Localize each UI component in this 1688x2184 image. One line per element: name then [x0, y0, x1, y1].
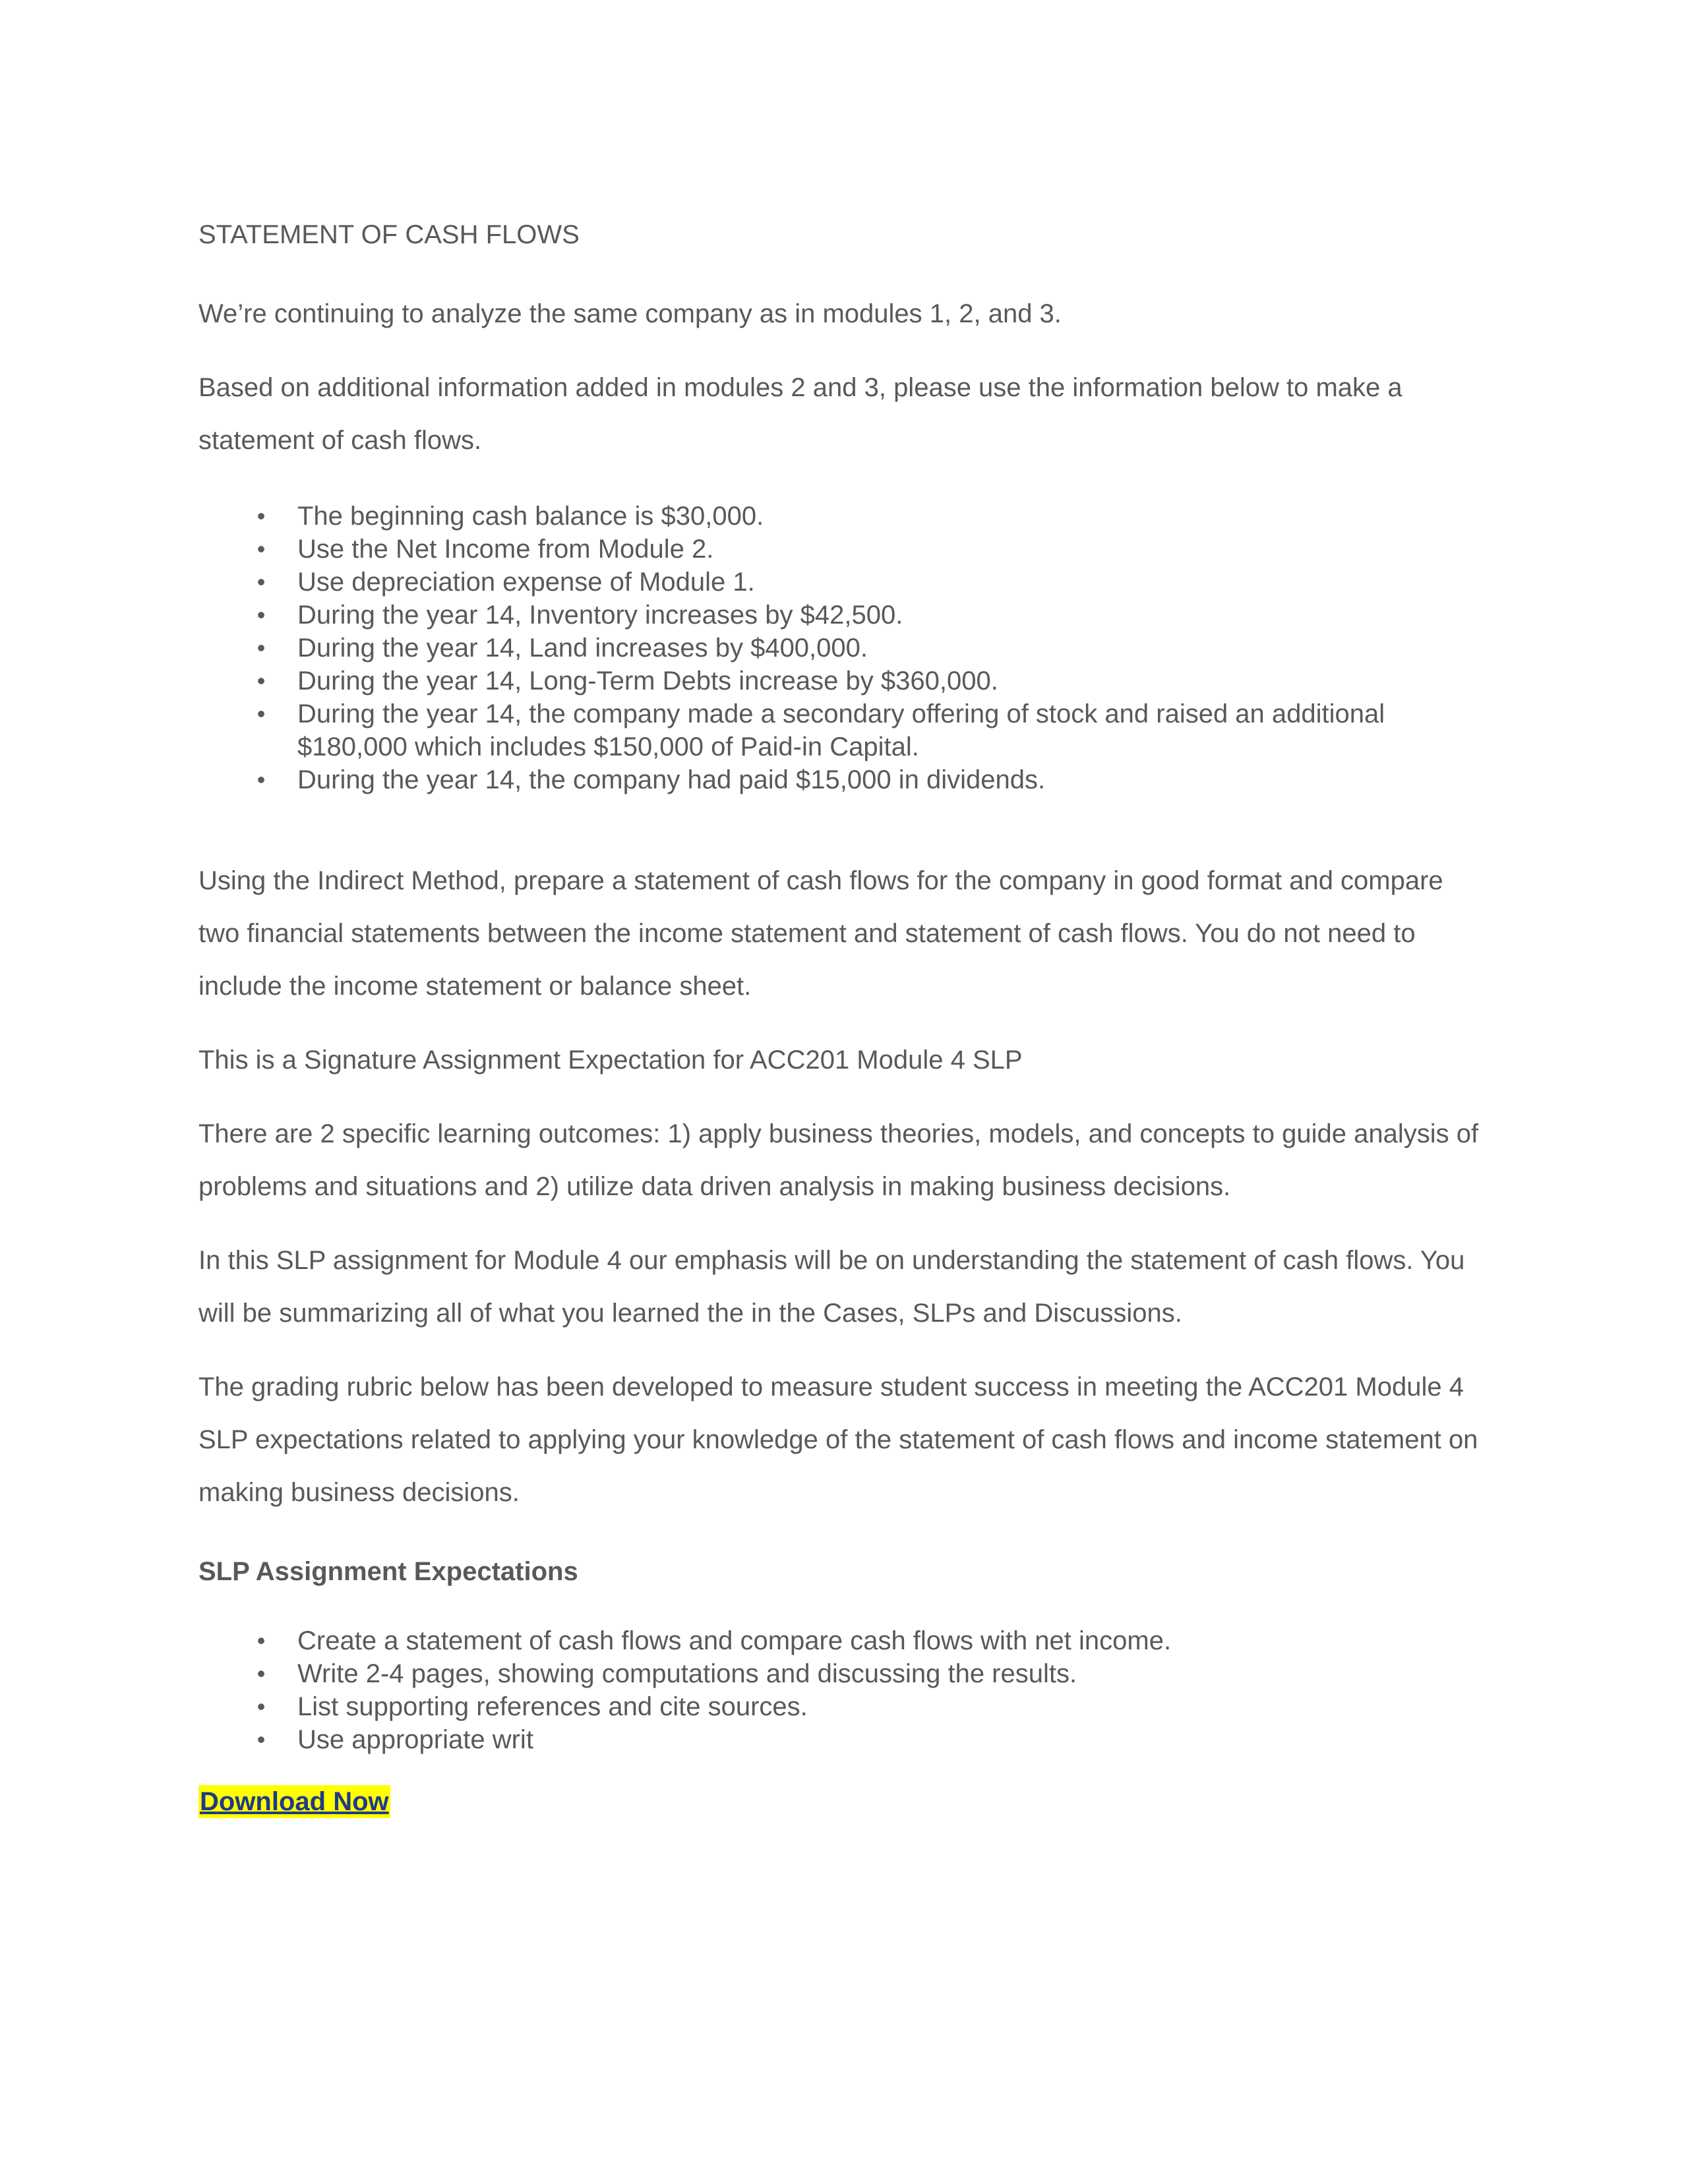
learning-outcomes-paragraph: There are 2 specific learning outcomes: 1) apply business theories, models, and concepts to guide analysis of problems and situations and 2) utilize data driven analysis in making business decisions. — [198, 1119, 1479, 1201]
signature-note-paragraph: This is a Signature Assignment Expectation for ACC201 Module 4 SLP — [198, 1046, 1023, 1075]
bullet-icon: • — [256, 766, 266, 793]
list-item — [198, 763, 1491, 796]
bullet-icon: • — [256, 1627, 266, 1654]
download-now-link[interactable]: Download Now — [198, 1785, 390, 1818]
list-item — [198, 599, 1491, 632]
list-item-text: Use depreciation expense of Module 1. — [297, 568, 755, 597]
list-item-text: Use the Net Income from Module 2. — [297, 535, 714, 564]
bullet-icon: • — [256, 1693, 266, 1720]
list-item — [198, 500, 1491, 533]
emphasis-paragraph: In this SLP assignment for Module 4 our emphasis will be on understanding the statement of cash flows. You will be summarizing all of what you learned the in the Cases, SLPs and Discussions. — [198, 1246, 1465, 1328]
bullet-icon: • — [256, 1726, 266, 1753]
list-item — [198, 632, 1491, 664]
intro-paragraph-1: We’re continuing to analyze the same company as in modules 1, 2, and 3. — [198, 299, 1062, 328]
bullet-icon: • — [256, 568, 266, 595]
list-item — [198, 1723, 1491, 1756]
list-item — [198, 697, 1491, 763]
bullet-icon: • — [256, 535, 266, 562]
expectations-list — [198, 1624, 1491, 1756]
list-item-text: During the year 14, Inventory increases by $42,500. — [297, 601, 903, 630]
list-item-text: During the year 14, Land increases by $400,000. — [297, 634, 868, 663]
expectations-heading: SLP Assignment Expectations — [198, 1557, 578, 1586]
information-list — [198, 500, 1491, 796]
list-item — [198, 566, 1491, 599]
list-item — [198, 664, 1491, 697]
list-item-text: Use appropriate writ — [297, 1725, 533, 1754]
bullet-icon: • — [256, 700, 266, 727]
list-item-text: During the year 14, the company made a secondary offering of stock and raised an additional $180,000 which includes $150,000 of Paid-in Capital. — [297, 699, 1385, 761]
bullet-icon: • — [256, 601, 266, 628]
list-item — [198, 1657, 1491, 1690]
bullet-icon: • — [256, 634, 266, 661]
list-item-text: List supporting references and cite sources. — [297, 1692, 808, 1721]
bullet-icon: • — [256, 1660, 266, 1687]
list-item — [198, 1690, 1491, 1723]
document-content — [198, 215, 1491, 1818]
list-item-text: Create a statement of cash flows and compare cash flows with net income. — [297, 1626, 1172, 1655]
rubric-paragraph: The grading rubric below has been developed to measure student success in meeting the ACC201 Module 4 SLP expectations related to applying your knowledge of the statement of cash flows and income statement on making business decisions. — [198, 1372, 1478, 1507]
list-item — [198, 533, 1491, 566]
document-title: STATEMENT OF CASH FLOWS — [198, 220, 580, 249]
intro-paragraph-2: Based on additional information added in modules 2 and 3, please use the information below to make a statement of cash flows. — [198, 373, 1402, 455]
bullet-icon: • — [256, 502, 266, 529]
instructions-paragraph: Using the Indirect Method, prepare a statement of cash flows for the company in good format and compare two financial statements between the income statement and statement of cash flows. You do not need to include the income statement or balance sheet. — [198, 866, 1443, 1001]
list-item-text: Write 2-4 pages, showing computations and discussing the results. — [297, 1659, 1077, 1688]
list-item-text: During the year 14, Long-Term Debts increase by $360,000. — [297, 666, 998, 695]
list-item — [198, 1624, 1491, 1657]
list-item-text: During the year 14, the company had paid $15,000 in dividends. — [297, 765, 1046, 794]
bullet-icon: • — [256, 667, 266, 694]
list-item-text: The beginning cash balance is $30,000. — [297, 502, 764, 531]
